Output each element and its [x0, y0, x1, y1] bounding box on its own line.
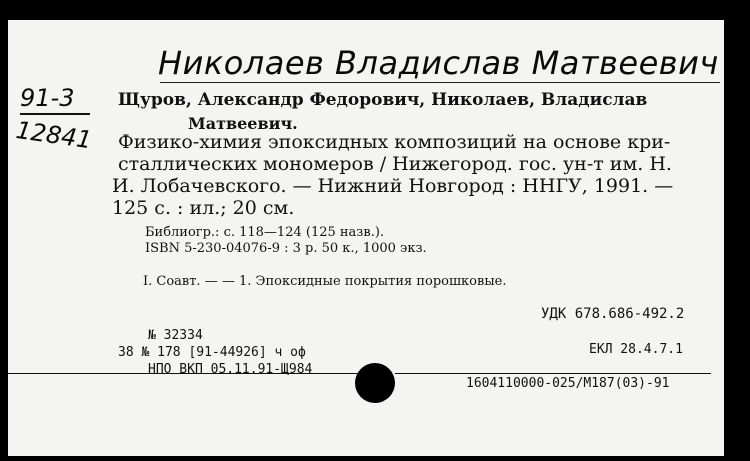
punch-hole: [355, 363, 395, 403]
header-underline: [160, 82, 720, 83]
classification-code: 1604110000-025/М187(03)-91: [466, 376, 670, 391]
udk-code: УДК 678.686-492.2: [541, 306, 685, 322]
bibliography-note: Библиогр.: с. 118—124 (125 назв.).: [145, 225, 385, 240]
separator-line-right: [395, 373, 711, 374]
handwritten-code-bottom: 12841: [14, 116, 94, 155]
handwritten-code-top: 91-3: [20, 84, 75, 112]
handwritten-author-header: Николаев Владислав Матвеевич: [158, 44, 719, 82]
ekl-code: ЕКЛ 28.4.7.1: [589, 342, 683, 357]
title-line-1: Физико-химия эпоксидных композиций на основе кри-: [118, 131, 671, 153]
entry-authors: Щуров, Александр Федорович, Николаев, Владислав: [118, 90, 648, 110]
isbn-line: ISBN 5-230-04076-9 : 3 р. 50 к., 1000 экз.: [145, 241, 427, 256]
title-line-2: сталлических мономеров / Нижегород. гос. ун-т им. Н.: [118, 153, 672, 175]
title-line-4: 125 с. : ил.; 20 см.: [112, 197, 295, 219]
code-underline: [20, 113, 90, 115]
subject-headings: I. Соавт. — — 1. Эпоксидные покрытия порошковые.: [143, 274, 507, 289]
entry-authors-cont: Матвеевич.: [188, 114, 298, 133]
order-line: 38 № 178 [91-44926] ч оф: [118, 345, 306, 360]
npo-line: НПО ВКП 05.11.91-Щ984: [148, 362, 313, 377]
record-number: № 32334: [148, 328, 203, 343]
title-line-3: И. Лобачевского. — Нижний Новгород : ННГУ, 1991. —: [112, 175, 674, 197]
